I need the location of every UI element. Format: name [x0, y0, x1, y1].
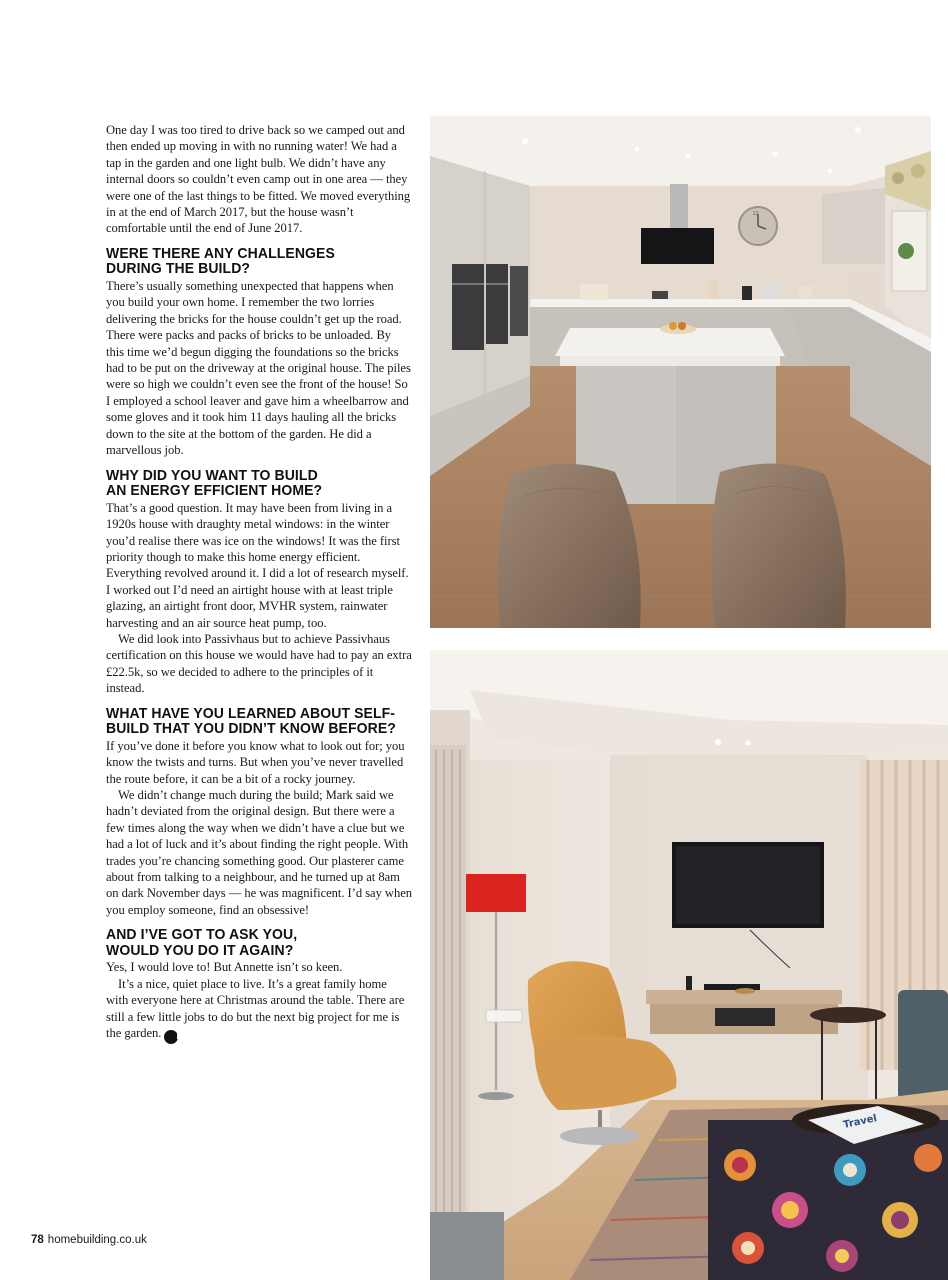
living-room-illustration: [430, 650, 948, 1280]
body-paragraph: That’s a good question. It may have been from living in a 1920s house with draughty metal windows: in the winter you’d realise there was ice on the windows! It was the first priority though to make this home energy efficient. Everything revolved around it. I did a lot of research myself. I worked out I’d need an airtight house with at least triple glazing, an airtight front door, MVHR system, rainwater harvesting and an air source heat pump, too.: [106, 500, 409, 630]
heading-line: AN ENERGY EFFICIENT HOME?: [106, 483, 323, 500]
page-number: 78: [31, 1234, 44, 1246]
magazine-title: Travel: [842, 1113, 879, 1131]
body-paragraph: We didn’t change much during the build; Mark said we hadn’t deviated from the original design. But there were a few times along the way when we didn’t have a clue but we had a lot of luck and it’s about finding the right people. With trades you’re chancing something good. Our plasterer came about from talking to a neighbour, and he turned up at 8am on dark November days — he was magnificent. I’d say when you employ someone, find an obsessive!: [106, 787, 413, 917]
body-paragraph: If you’ve done it before you know what to look out for; you know the twists and turns. But when you’ve never travelled the route before, it can be a bit of a rocky journey.: [106, 738, 405, 786]
photo-edge-strip: [430, 1212, 504, 1280]
site-url: homebuilding.co.uk: [47, 1234, 147, 1246]
section-heading-energy: [106, 469, 400, 500]
living-room-photo: [430, 650, 948, 1280]
heading-line: WERE THERE ANY CHALLENGES: [106, 245, 335, 262]
clock-numeral: 12: [752, 211, 759, 217]
article-column: [106, 122, 412, 1044]
heading-line: WHAT HAVE YOU LEARNED ABOUT SELF-: [106, 705, 396, 722]
heading-line: WHY DID YOU WANT TO BUILD: [106, 467, 318, 484]
kitchen-photo: [430, 116, 931, 628]
section-heading-challenges: [106, 247, 400, 278]
heading-line: AND I’VE GOT TO ASK YOU,: [106, 927, 298, 944]
closing-text: It’s a nice, quiet place to live. It’s a great family home with everyone here at Christmas around the table. There are still a few little jobs to do but the next big project for me is the garden.: [106, 976, 405, 1041]
heading-line: BUILD THAT YOU DIDN’T KNOW BEFORE?: [106, 721, 396, 738]
heading-line: DURING THE BUILD?: [106, 261, 251, 278]
body-paragraph: [106, 976, 412, 1044]
body-paragraph: There’s usually something unexpected that happens when you build your own home. I remember the two lorries delivering the bricks for the house couldn’t get up the road. There were packs and packs of bricks to be unloaded. By this time we’d begun digging the foundations so the bricks had to be put on the driveway at the original house. The piles were so high we couldn’t even see the front of the house! So I employed a school leaver and gave him a wheelbarrow and some gloves and it took him 11 days hauling all the bricks down to the site at the bottom of the garden. He did a marvellous job.: [106, 279, 411, 458]
section-heading-learned: [106, 707, 400, 738]
heading-line: WOULD YOU DO IT AGAIN?: [106, 942, 294, 959]
kitchen-illustration: [430, 116, 931, 628]
section-heading-again: [106, 928, 400, 959]
intro-paragraph: One day I was too tired to drive back so we camped out and then ended up moving in with no running water! We had a tap in the garden and one light bulb. We didn’t have any internal doors so couldn’t even camp out in one area — they were one of the last things to be fitted. We moved everything in at the end of March 2017, but the house wasn’t comfortable until the end of June 2017.: [106, 123, 411, 236]
end-mark-icon: H: [164, 1030, 178, 1044]
body-paragraph: We did look into Passivhaus but to achieve Passivhaus certification on this house we would have had to pay an extra £22.5k, so we decided to adhere to the principles of it instead.: [106, 631, 412, 696]
page-footer: [31, 1234, 147, 1246]
body-paragraph: Yes, I would love to! But Annette isn’t so keen.: [106, 960, 343, 975]
